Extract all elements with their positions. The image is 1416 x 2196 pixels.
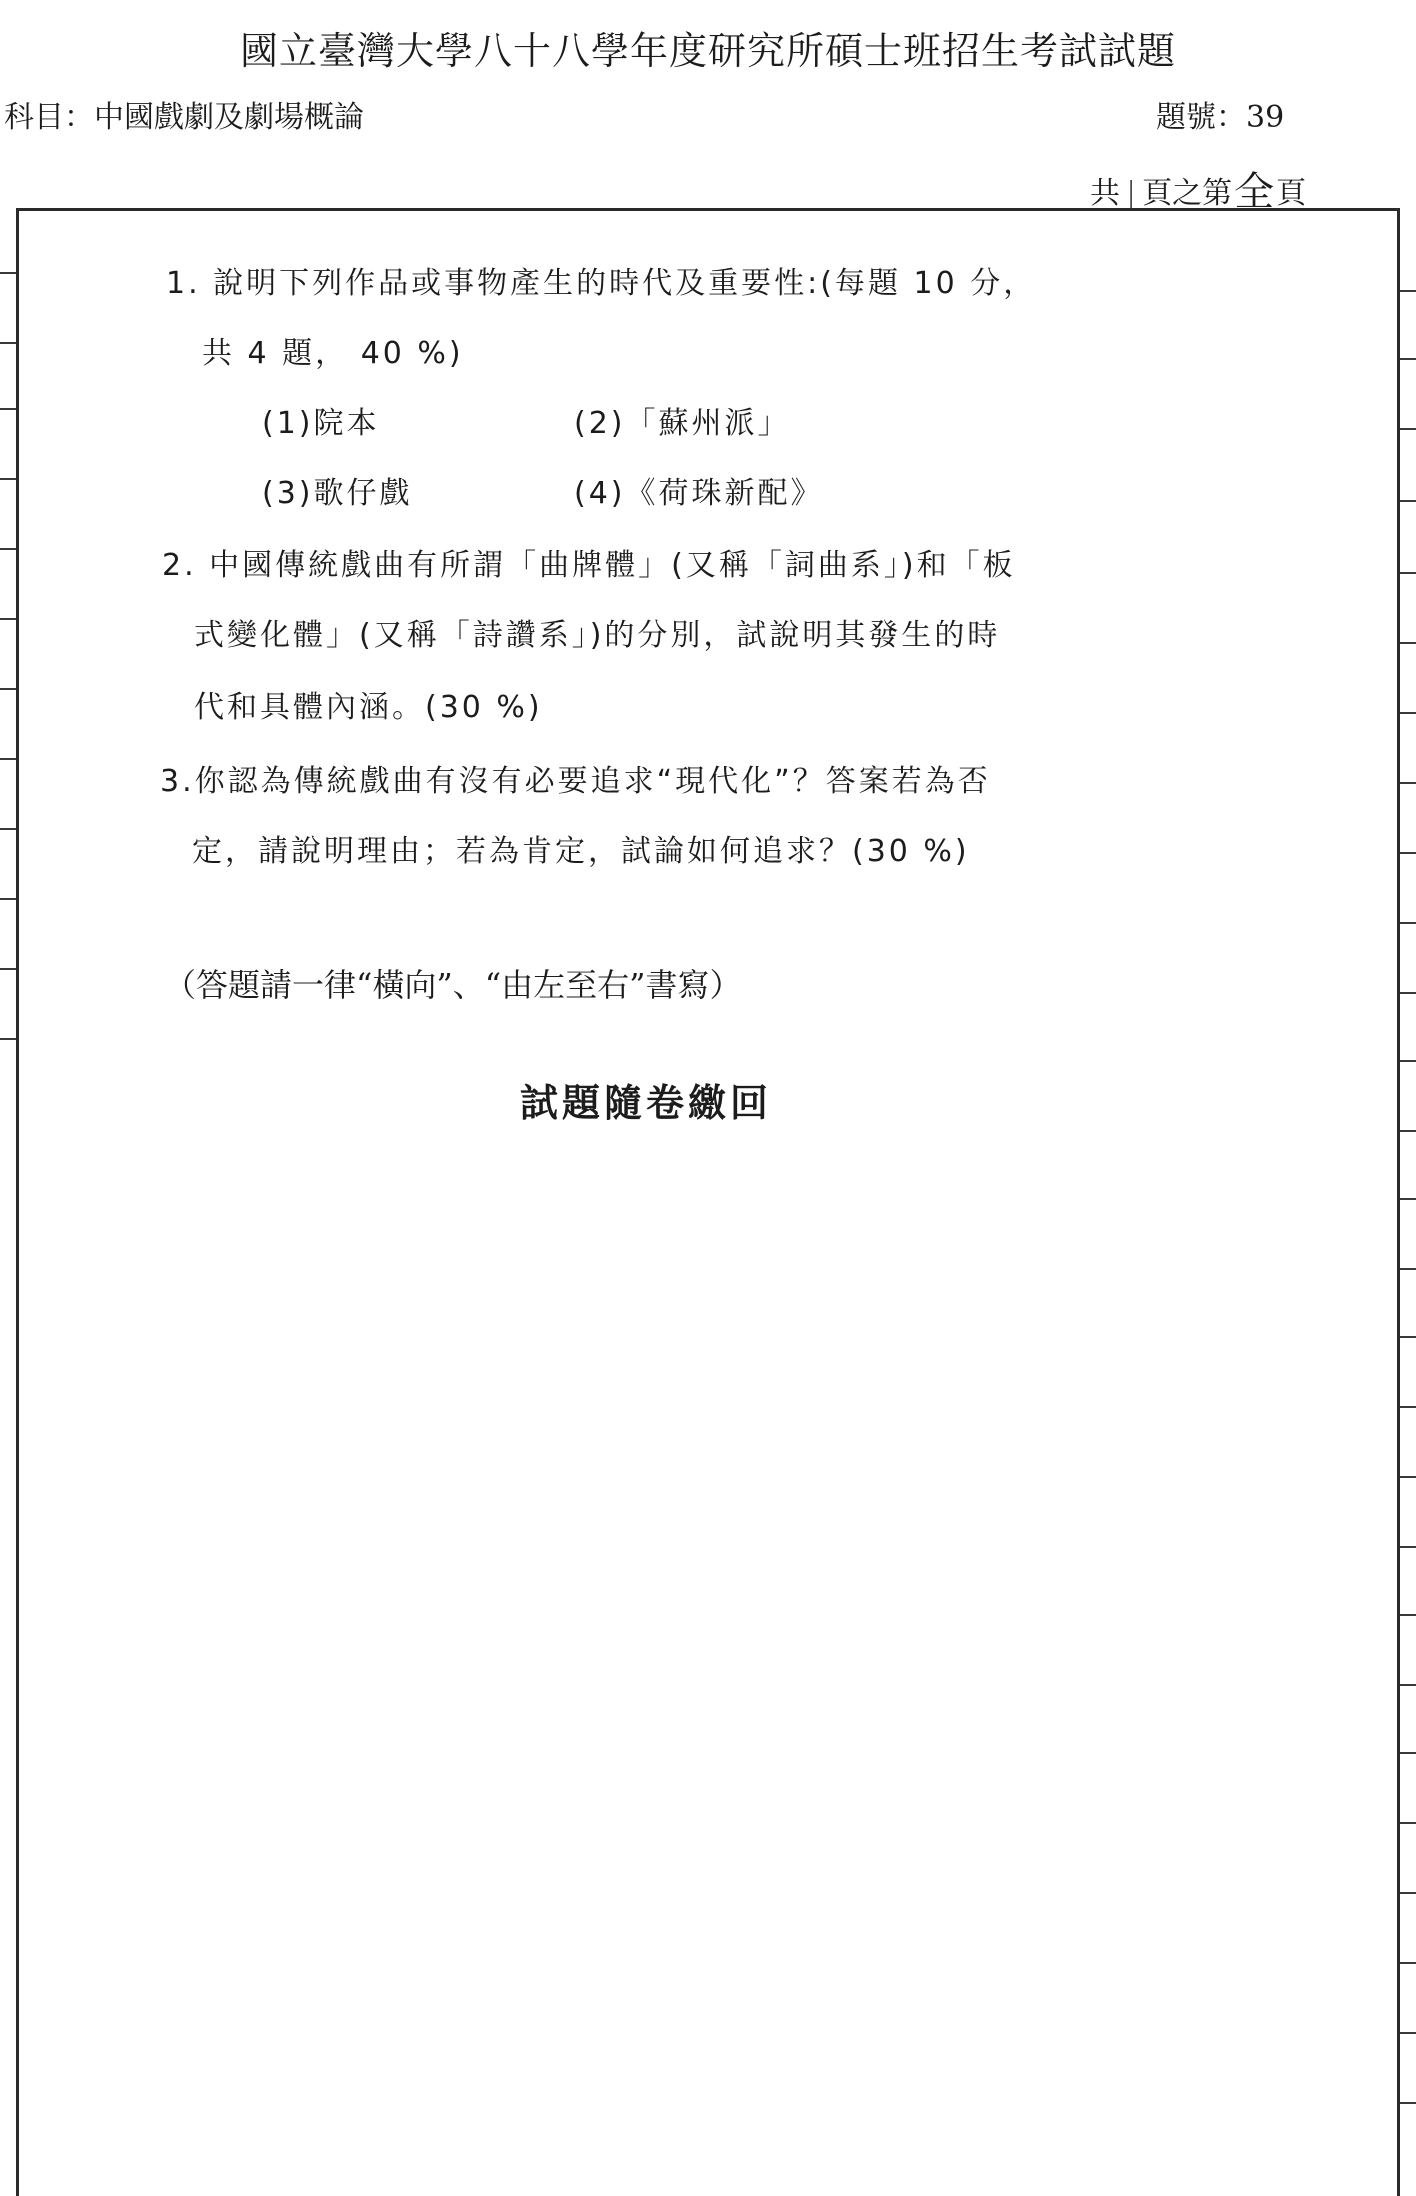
subject-label: 科目：中國戲劇及劇場概論 [4, 100, 364, 135]
margin-tick [1400, 1060, 1416, 1062]
margin-tick [0, 1038, 16, 1040]
margin-tick [1400, 500, 1416, 502]
margin-tick [1400, 2102, 1416, 2104]
margin-tick [1400, 1336, 1416, 1338]
exam-title: 國立臺灣大學八十八學年度研究所碩士班招生考試試題 [239, 29, 1176, 73]
margin-tick [1400, 290, 1416, 292]
margin-tick [0, 478, 16, 480]
margin-tick [0, 968, 16, 970]
margin-tick [1400, 1752, 1416, 1754]
margin-tick [1400, 992, 1416, 994]
margin-tick [0, 758, 16, 760]
question-3-line-2: 定，請說明理由；若為肯定，試論如何追求？(30 %) [192, 834, 970, 869]
margin-tick [1400, 1130, 1416, 1132]
question-2-line-2: 式變化體」(又稱「詩讚系」)的分別，試說明其發生的時 [194, 618, 1001, 653]
pages-middle: 頁之第 [1142, 176, 1233, 211]
margin-tick [1400, 922, 1416, 924]
margin-tick [1400, 428, 1416, 430]
pages-total: | [1126, 176, 1137, 211]
pages-current: 全 [1234, 169, 1275, 215]
question-1-line-2: 共 4 題， 40 %) [202, 336, 464, 371]
margin-tick [0, 408, 16, 410]
margin-tick [1400, 782, 1416, 784]
question-1-line-1: 1. 說明下列作品或事物產生的時代及重要性:(每題 10 分， [166, 266, 1037, 301]
margin-tick [0, 272, 16, 274]
margin-tick [1400, 642, 1416, 644]
margin-tick [1400, 358, 1416, 360]
answer-instruction: （答題請一律“橫向”、“由左至右”書寫） [164, 966, 742, 1004]
margin-tick [1400, 1546, 1416, 1548]
question-1-item-2: (2)「蘇州派」 [574, 406, 791, 441]
question-2-line-3: 代和具體內涵。(30 %) [194, 690, 543, 725]
pages-suffix: 頁 [1276, 176, 1307, 211]
question-1-item-1: (1)院本 [262, 406, 380, 441]
margin-tick [1400, 712, 1416, 714]
margin-tick [1400, 1406, 1416, 1408]
return-stamp: 試題隨卷繳回 [520, 1081, 773, 1125]
margin-tick [1400, 1962, 1416, 1964]
margin-tick [1400, 572, 1416, 574]
question-2-line-1: 2. 中國傳統戲曲有所謂「曲牌體」(又稱「詞曲系」)和「板 [162, 548, 1016, 583]
margin-tick [0, 618, 16, 620]
margin-tick [1400, 1614, 1416, 1616]
margin-tick [1400, 1476, 1416, 1478]
question-1-item-4: (4)《荷珠新配》 [574, 476, 824, 511]
margin-tick [1400, 1268, 1416, 1270]
margin-tick [1400, 1198, 1416, 1200]
margin-tick [0, 342, 16, 344]
margin-tick [1400, 852, 1416, 854]
question-1-item-3: (3)歌仔戲 [262, 476, 413, 511]
margin-tick [1400, 1684, 1416, 1686]
margin-tick [0, 828, 16, 830]
margin-tick [1400, 2032, 1416, 2034]
pages-prefix: 共 [1090, 176, 1120, 211]
page-info [1090, 158, 1306, 215]
margin-tick [0, 688, 16, 690]
margin-tick [1400, 1822, 1416, 1824]
question-3-line-1: 3.你認為傳統戲曲有沒有必要追求“現代化”？答案若為否 [160, 764, 991, 799]
margin-tick [1400, 1892, 1416, 1894]
question-number: 題號：39 [1156, 100, 1285, 135]
margin-tick [0, 548, 16, 550]
margin-tick [0, 898, 16, 900]
